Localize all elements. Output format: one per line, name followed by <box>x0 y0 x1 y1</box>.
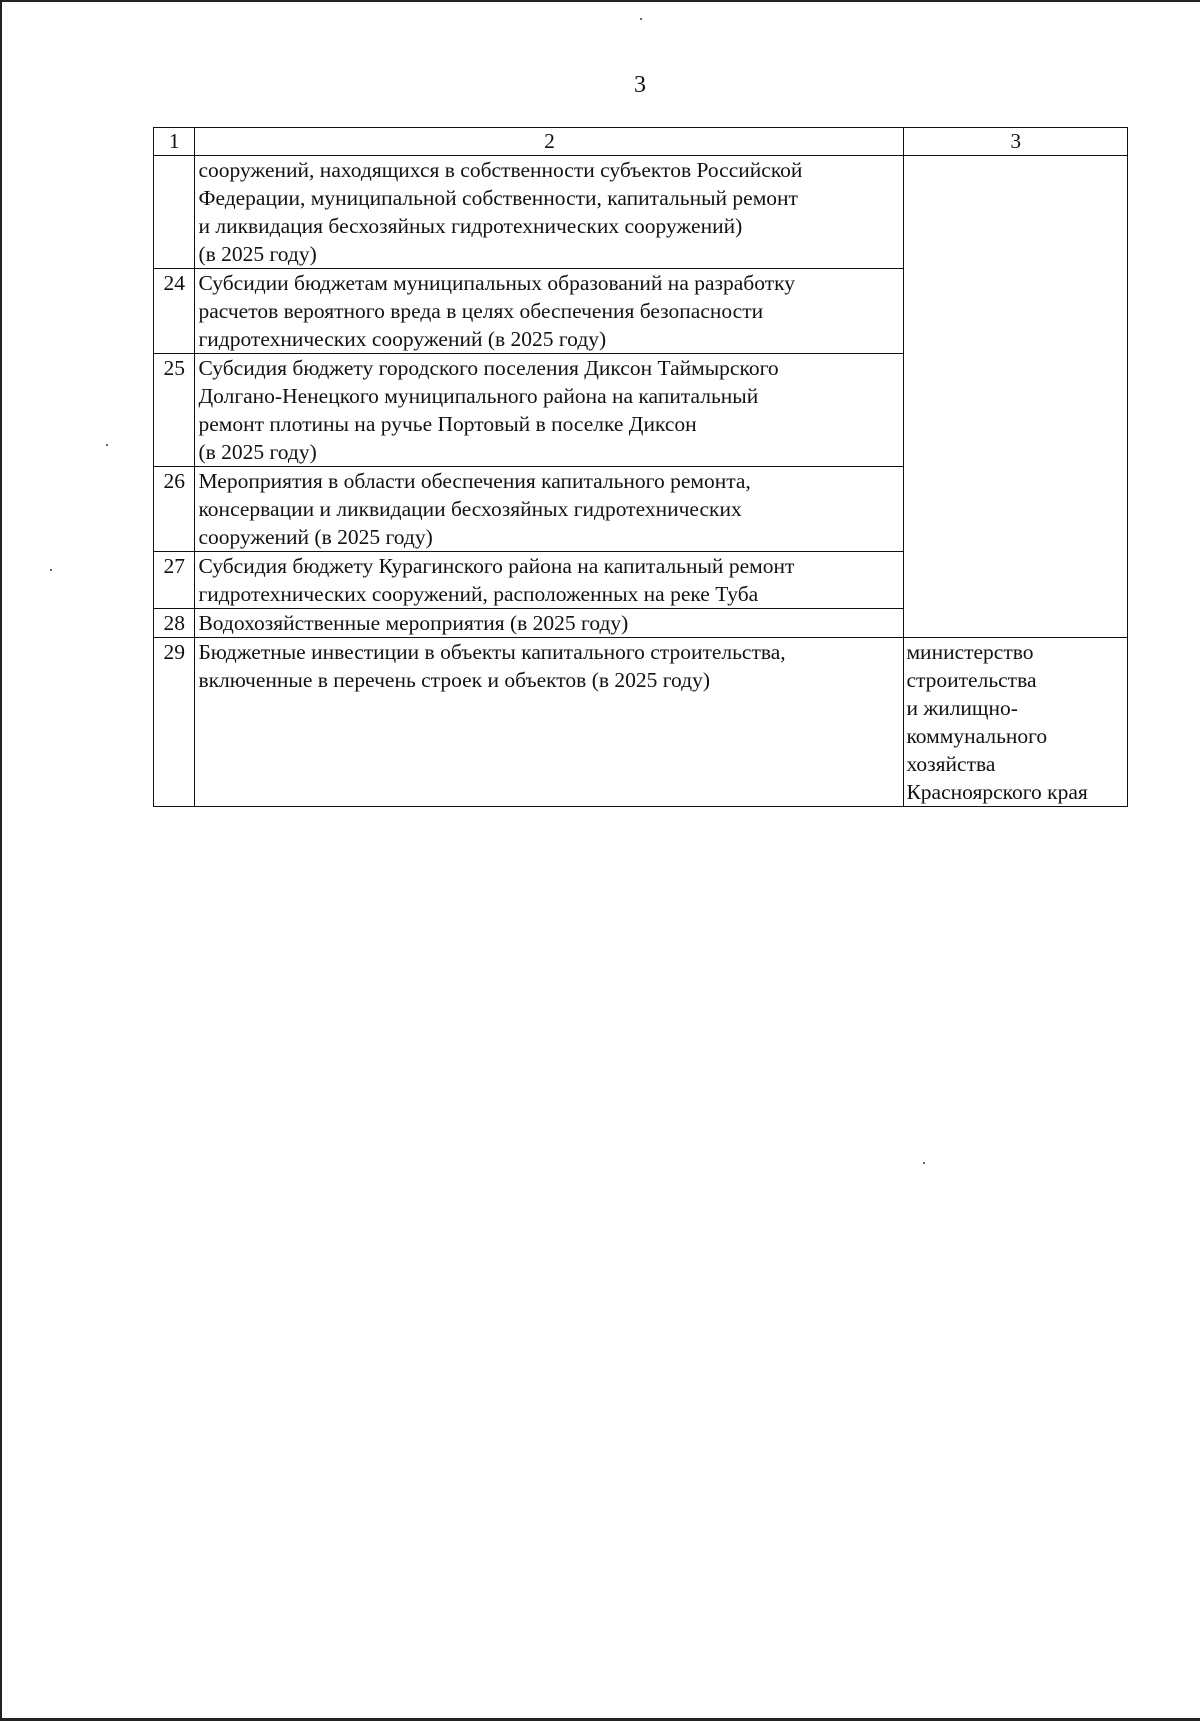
row-description: Субсидия бюджету городского поселения Диксон Таймырского Долгано-Ненецкого муниципального района на капитальный ремонт плотины на ручье Портовый в поселке Диксон (в 2025 году) <box>195 354 904 467</box>
row-description: Мероприятия в области обеспечения капитального ремонта, консервации и ликвидации бесхозяйных гидротехнических сооружений (в 2025 году) <box>195 467 904 552</box>
row-description: Бюджетные инвестиции в объекты капитального строительства, включенные в перечень строек и объектов (в 2025 году) <box>195 638 904 807</box>
document-table <box>153 127 1128 807</box>
scan-speck <box>106 444 108 446</box>
row-description: сооружений, находящихся в собственности субъектов Российской Федерации, муниципальной собственности, капитальный ремонт и ликвидация бесхозяйных гидротехнических сооружений) (в 2025 году) <box>195 156 904 269</box>
row-number: 26 <box>154 467 195 552</box>
table-header-row <box>154 128 1128 156</box>
row-description: Субсидии бюджетам муниципальных образований на разработку расчетов вероятного вреда в целях обеспечения безопасности гидротехнических сооружений (в 2025 году) <box>195 269 904 354</box>
row-description: Водохозяйственные мероприятия (в 2025 году) <box>195 609 904 638</box>
header-col-3: 3 <box>904 128 1128 156</box>
responsible-authority: министерство строительства и жилищно- коммунального хозяйства Красноярского края <box>904 638 1128 807</box>
row-number <box>154 156 195 269</box>
scan-speck <box>923 1162 925 1164</box>
table-row <box>154 156 1128 269</box>
row-number: 24 <box>154 269 195 354</box>
page-number: 3 <box>634 72 646 98</box>
row-description: Субсидия бюджету Курагинского района на капитальный ремонт гидротехнических сооружений, расположенных на реке Туба <box>195 552 904 609</box>
header-col-2: 2 <box>195 128 904 156</box>
header-col-1: 1 <box>154 128 195 156</box>
scan-speck <box>640 18 642 20</box>
row-number: 29 <box>154 638 195 807</box>
responsible-cell-empty <box>904 156 1128 638</box>
row-number: 27 <box>154 552 195 609</box>
row-number: 28 <box>154 609 195 638</box>
row-number: 25 <box>154 354 195 467</box>
scan-speck <box>50 569 52 571</box>
table-row <box>154 638 1128 807</box>
